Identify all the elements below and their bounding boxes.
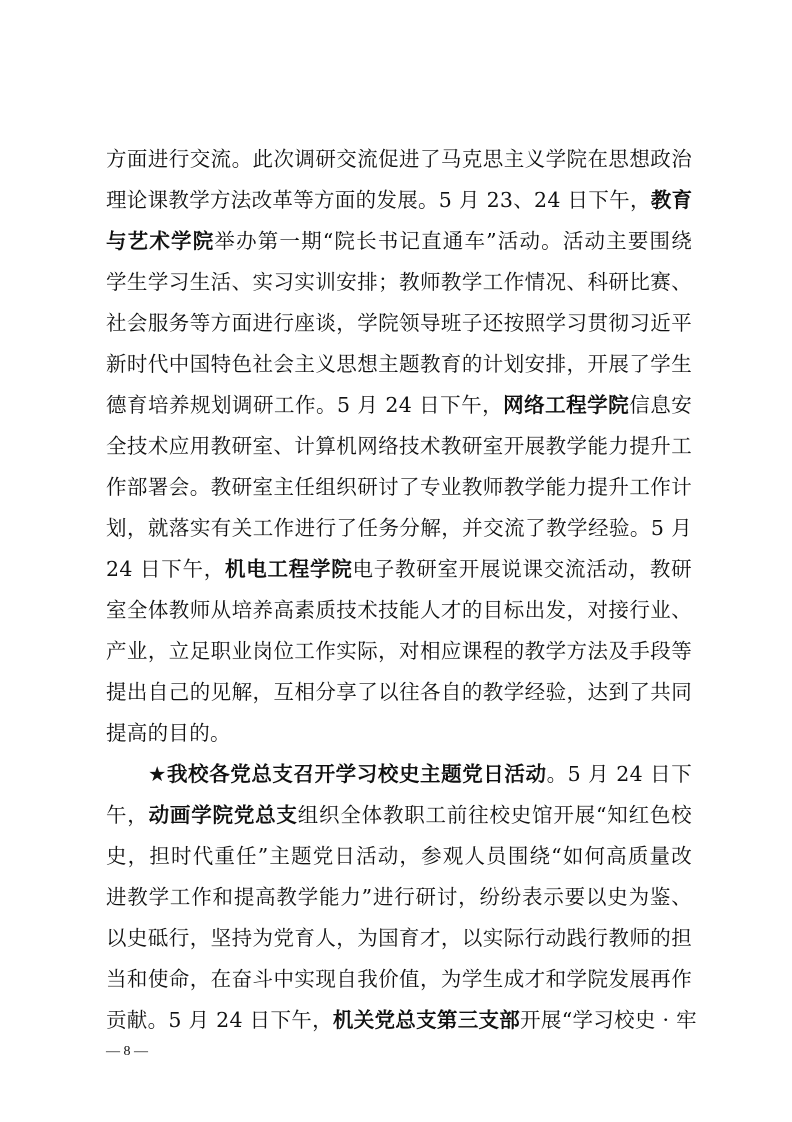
text-span: 新时代中国特色社会主义思想主题教育的计划安排，开展了学生 bbox=[106, 352, 692, 376]
text-span: 组织全体教职工前往校史馆开展“知红色校 bbox=[297, 803, 692, 827]
text-line bbox=[106, 467, 692, 507]
section-heading: 我校各党总支召开学习校史主题党日活动 bbox=[166, 762, 547, 786]
text-line bbox=[106, 672, 692, 712]
text-line bbox=[106, 836, 692, 876]
college-name-education-arts-cont: 与艺术学院 bbox=[106, 229, 215, 253]
text-span: 开展“学习校史 · 牢 bbox=[520, 1008, 697, 1032]
text-span: 以史砥行，坚持为党育人，为国育才，以实际行动践行教师的担 bbox=[106, 926, 692, 950]
page-number: — 8 — bbox=[106, 1044, 148, 1059]
text-line bbox=[106, 549, 692, 589]
text-line bbox=[106, 221, 692, 261]
text-span: 方面进行交流。此次调研交流促进了马克思主义学院在思想政治 bbox=[106, 147, 692, 171]
text-span: 史，担时代重任”主题党日活动，参观人员围绕“如何高质量改 bbox=[106, 844, 692, 868]
text-line bbox=[106, 303, 692, 343]
college-name-electromechanical: 机电工程学院 bbox=[224, 557, 353, 581]
text-line bbox=[106, 385, 692, 425]
text-span: 电子教研室开展说课交流活动，教研 bbox=[352, 557, 692, 581]
text-line bbox=[106, 1000, 697, 1040]
text-span: 24 日下午， bbox=[106, 557, 225, 581]
text-span: 德育培养规划调研工作。5 月 24 日下午， bbox=[106, 393, 504, 417]
text-span: 进教学工作和提高教学能力”进行研讨，纷纷表示要以史为鉴、 bbox=[106, 885, 692, 909]
text-span: 提出自己的见解，互相分享了以往各自的教学经验，达到了共同 bbox=[106, 680, 692, 704]
text-span: 贡献。5 月 24 日下午， bbox=[106, 1008, 333, 1032]
text-span: 理论课教学方法改革等方面的发展。5 月 23、24 日下午， bbox=[106, 188, 651, 212]
text-line bbox=[106, 426, 692, 466]
text-line bbox=[106, 918, 692, 958]
text-span: 提高的目的。 bbox=[106, 721, 231, 745]
text-span: 举办第一期“院长书记直通车”活动。活动主要围绕 bbox=[214, 229, 693, 253]
college-name-network-engineering: 网络工程学院 bbox=[503, 393, 630, 417]
text-span: 室全体教师从培养高素质技术技能人才的目标出发，对接行业、 bbox=[106, 598, 692, 622]
text-span: 划，就落实有关工作进行了任务分解，并交流了教学经验。5 月 bbox=[106, 516, 692, 540]
text-span: 学生学习生活、实习实训安排；教师教学工作情况、科研比赛、 bbox=[106, 270, 692, 294]
text-line bbox=[106, 631, 692, 671]
branch-name-animation: 动画学院党总支 bbox=[148, 803, 298, 827]
text-span: 作部署会。教研室主任组织研讨了专业教师教学能力提升工作计 bbox=[106, 475, 692, 499]
text-line bbox=[106, 590, 692, 630]
text-span: 全技术应用教研室、计算机网络技术教研室开展教学能力提升工 bbox=[106, 434, 692, 458]
text-span: 产业，立足职业岗位工作实际，对相应课程的教学方法及手段等 bbox=[106, 639, 692, 663]
star-icon: ★ bbox=[148, 762, 167, 786]
text-line bbox=[106, 180, 692, 220]
text-line bbox=[106, 959, 692, 999]
text-span: 信息安 bbox=[629, 393, 692, 417]
text-line bbox=[106, 344, 692, 384]
text-line bbox=[106, 262, 692, 302]
text-line bbox=[106, 877, 692, 917]
text-line bbox=[106, 139, 692, 179]
text-span: 当和使命，在奋斗中实现自我价值，为学生成才和学院发展再作 bbox=[106, 967, 692, 991]
text-line bbox=[148, 754, 692, 794]
college-name-education-arts: 教育 bbox=[650, 188, 693, 212]
text-span: 午， bbox=[106, 803, 149, 827]
text-line bbox=[106, 795, 692, 835]
text-span: 。5 月 24 日下 bbox=[546, 762, 692, 786]
text-line bbox=[106, 713, 692, 753]
text-line bbox=[106, 508, 692, 548]
text-span: 社会服务等方面进行座谈，学院领导班子还按照学习贯彻习近平 bbox=[106, 311, 692, 335]
branch-name-third-branch: 机关党总支第三支部 bbox=[332, 1008, 521, 1032]
